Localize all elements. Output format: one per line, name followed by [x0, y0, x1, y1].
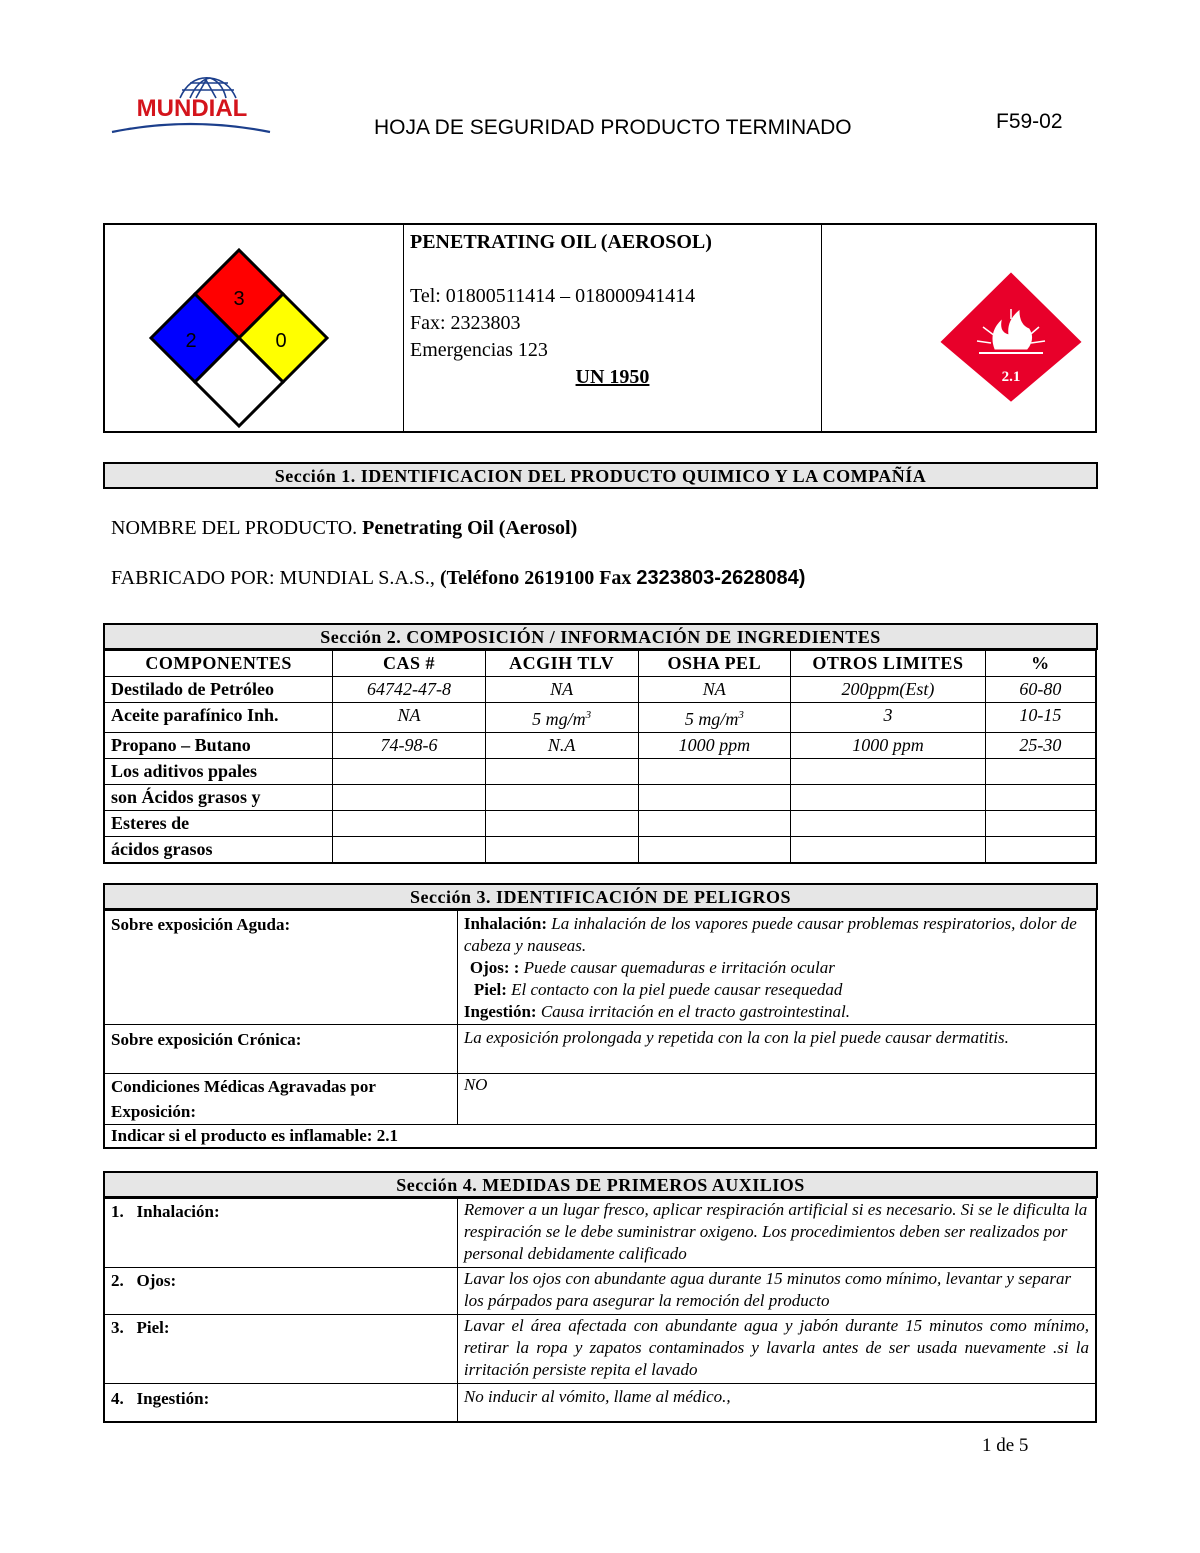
- emergency-line: Emergencias 123: [410, 339, 548, 361]
- table-row: [104, 1074, 1096, 1125]
- cell-text: 5 mg/m: [532, 709, 586, 729]
- cell: 200ppm(Est): [791, 677, 986, 703]
- item-number: 2.: [111, 1271, 124, 1290]
- superscript: 3: [738, 709, 744, 721]
- inhalation-line: [464, 913, 1089, 957]
- item-label: Inhalación:: [136, 1202, 220, 1221]
- flammable-indicator: Indicar si el producto es inflamable: 2.1: [104, 1125, 1096, 1149]
- cell: [333, 785, 486, 811]
- cell: [638, 811, 791, 837]
- ingestion-line: [464, 1001, 1089, 1023]
- cell: 10-15: [985, 703, 1096, 733]
- skin-text: El contacto con la piel puede causar resequedad: [506, 980, 843, 999]
- table-row: [104, 759, 1096, 785]
- nfpa-reactivity: 0: [275, 330, 287, 352]
- logo-wordmark: MUNDIAL: [136, 95, 248, 122]
- cell: [791, 811, 986, 837]
- cell: Aceite parafínico Inh.: [104, 703, 333, 733]
- cell: [985, 785, 1096, 811]
- item-number: 3.: [111, 1318, 124, 1337]
- table-row: [104, 703, 1096, 733]
- cell: [485, 703, 638, 733]
- product-name-label: NOMBRE DEL PRODUCTO.: [111, 517, 363, 539]
- col-components: COMPONENTES: [104, 650, 333, 677]
- first-aid-label: [104, 1198, 457, 1268]
- section2-header: Sección 2. COMPOSICIÓN / INFORMACIÓN DE INGREDIENTES: [103, 623, 1098, 650]
- cell: [333, 811, 486, 837]
- cell: [791, 759, 986, 785]
- cell: 1000 ppm: [638, 733, 791, 759]
- cell: [638, 759, 791, 785]
- cell: Esteres de: [104, 811, 333, 837]
- manufacturer-label: FABRICADO POR: MUNDIAL S.A.S.,: [111, 567, 440, 589]
- chronic-exposure-text: La exposición prolongada y repetida con la con la piel puede causar dermatitis.: [457, 1025, 1096, 1074]
- table-row: [104, 677, 1096, 703]
- table-row: [104, 811, 1096, 837]
- cell: [485, 785, 638, 811]
- col-cas: CAS #: [333, 650, 486, 677]
- phone-line: Tel: 01800511414 – 018000941414: [410, 285, 696, 307]
- section4-header: Sección 4. MEDIDAS DE PRIMEROS AUXILIOS: [103, 1171, 1098, 1198]
- ingredients-header-row: [104, 650, 1096, 677]
- aggravated-conditions-text: NO: [457, 1074, 1096, 1125]
- cell: [985, 837, 1096, 864]
- section3-header: Sección 3. IDENTIFICACIÓN DE PELIGROS: [103, 883, 1098, 910]
- table-row: [104, 733, 1096, 759]
- cell: 3: [791, 703, 986, 733]
- hazard-class-cell: [823, 225, 1095, 431]
- cell: [485, 759, 638, 785]
- product-info-cell: [404, 225, 822, 431]
- document-title: HOJA DE SEGURIDAD PRODUCTO TERMINADO: [374, 116, 852, 139]
- cell: ácidos grasos: [104, 837, 333, 864]
- table-row: [104, 1198, 1096, 1268]
- section1-header: Sección 1. IDENTIFICACION DEL PRODUCTO QUIMICO Y LA COMPAÑÍA: [103, 462, 1098, 489]
- ingestion-text: Causa irritación en el tracto gastrointestinal.: [536, 1002, 850, 1021]
- col-other-limits: OTROS LIMITES: [791, 650, 986, 677]
- ingestion-label: Ingestión:: [463, 1002, 537, 1021]
- un-number: UN 1950: [575, 366, 650, 388]
- nfpa-flammability: 3: [233, 288, 245, 310]
- eyes-label: Ojos: :: [469, 958, 520, 977]
- hazards-table: [103, 909, 1097, 1149]
- cell: 74-98-6: [333, 733, 486, 759]
- first-aid-table: [103, 1197, 1097, 1423]
- table-row: [104, 1125, 1096, 1149]
- cell: [638, 837, 791, 864]
- first-aid-label: [104, 1315, 457, 1384]
- cell: NA: [485, 677, 638, 703]
- cell: 60-80: [985, 677, 1096, 703]
- item-number: 1.: [111, 1202, 124, 1221]
- cell: [985, 759, 1096, 785]
- product-name-value: Penetrating Oil (Aerosol): [362, 517, 578, 539]
- item-number: 4.: [111, 1389, 124, 1408]
- first-aid-text: Remover a un lugar fresco, aplicar respiración artificial si es necesario. Si se le dificulta la respiración se le debe suministrar oxigeno. Los procedimientos deben ser realizados por personal debidamente calificado: [457, 1198, 1096, 1268]
- table-row: [104, 1384, 1096, 1423]
- nfpa-health: 2: [185, 330, 197, 352]
- eyes-text: Puede causar quemaduras e irritación ocular: [519, 958, 835, 977]
- aggravated-conditions-label: Condiciones Médicas Agravadas por Exposición:: [104, 1074, 457, 1125]
- cell: 1000 ppm: [791, 733, 986, 759]
- nfpa-cell: [105, 225, 404, 431]
- col-percent: %: [985, 650, 1096, 677]
- first-aid-text: No inducir al vómito, llame al médico.,: [457, 1384, 1096, 1423]
- first-aid-text: Lavar el área afectada con abundante agua y jabón durante 15 minutos como mínimo, retirar la ropa y zapatos contaminados y lavarla antes de ser usada nuevamente .si la irritación persiste repita el lavado: [457, 1315, 1096, 1384]
- skin-label: Piel:: [473, 980, 507, 999]
- cell: [485, 811, 638, 837]
- first-aid-label: [104, 1384, 457, 1423]
- product-name-line: [111, 517, 577, 540]
- cell: NA: [333, 703, 486, 733]
- cell: Destilado de Petróleo: [104, 677, 333, 703]
- col-acgih: ACGIH TLV: [485, 650, 638, 677]
- table-row: [104, 1025, 1096, 1074]
- item-label: Ojos:: [136, 1271, 177, 1290]
- hazard-class-number: 2.1: [1001, 369, 1021, 385]
- manufacturer-fax: 2323803-2628084): [636, 567, 806, 589]
- acute-exposure-label: Sobre exposición Aguda:: [104, 910, 457, 1025]
- cell: [791, 837, 986, 864]
- cell: [485, 837, 638, 864]
- superscript: 3: [585, 709, 592, 721]
- inhalation-text: La inhalación de los vapores puede causar problemas respiratorios, dolor de cabeza y nauseas.: [463, 914, 1077, 955]
- table-row: [104, 1268, 1096, 1315]
- manufacturer-line: [111, 567, 805, 590]
- inhalation-label: Inhalación:: [463, 914, 547, 933]
- eyes-line: [464, 957, 1089, 979]
- product-header-box: [103, 223, 1097, 433]
- fax-line: Fax: 2323803: [410, 312, 521, 334]
- first-aid-label: [104, 1268, 457, 1315]
- first-aid-text: Lavar los ojos con abundante agua durante 15 minutos como mínimo, levantar y separar los párpados para asegurar la remoción del producto: [457, 1268, 1096, 1315]
- cell: Propano – Butano: [104, 733, 333, 759]
- cell: N.A: [485, 733, 638, 759]
- cell: [791, 785, 986, 811]
- page-number: 1 de 5: [982, 1435, 1029, 1456]
- table-row: [104, 1315, 1096, 1384]
- cell: Los aditivos ppales: [104, 759, 333, 785]
- chronic-exposure-label: Sobre exposición Crónica:: [104, 1025, 457, 1074]
- cell: [638, 703, 791, 733]
- table-row: [104, 785, 1096, 811]
- col-osha: OSHA PEL: [638, 650, 791, 677]
- product-line: PENETRATING OIL (AEROSOL): [410, 231, 712, 253]
- cell: NA: [638, 677, 791, 703]
- cell: [333, 759, 486, 785]
- document-code: F59-02: [996, 110, 1063, 133]
- cell: 25-30: [985, 733, 1096, 759]
- ingredients-table: [103, 649, 1097, 864]
- acute-exposure-details: [457, 910, 1096, 1025]
- flammable-gas-icon: [823, 225, 1199, 435]
- table-row: [104, 910, 1096, 1025]
- table-row: [104, 837, 1096, 864]
- cell: [638, 785, 791, 811]
- cell: [985, 811, 1096, 837]
- item-label: Ingestión:: [136, 1389, 210, 1408]
- nfpa-diamond-icon: [105, 225, 403, 435]
- item-label: Piel:: [136, 1318, 170, 1337]
- cell: 64742-47-8: [333, 677, 486, 703]
- mundial-logo: [110, 72, 272, 140]
- cell-text: 5 mg/m: [684, 709, 739, 729]
- manufacturer-phone: (Teléfono 2619100 Fax: [439, 567, 637, 589]
- cell: [333, 837, 486, 864]
- cell: son Ácidos grasos y: [104, 785, 333, 811]
- skin-line: [464, 979, 1089, 1001]
